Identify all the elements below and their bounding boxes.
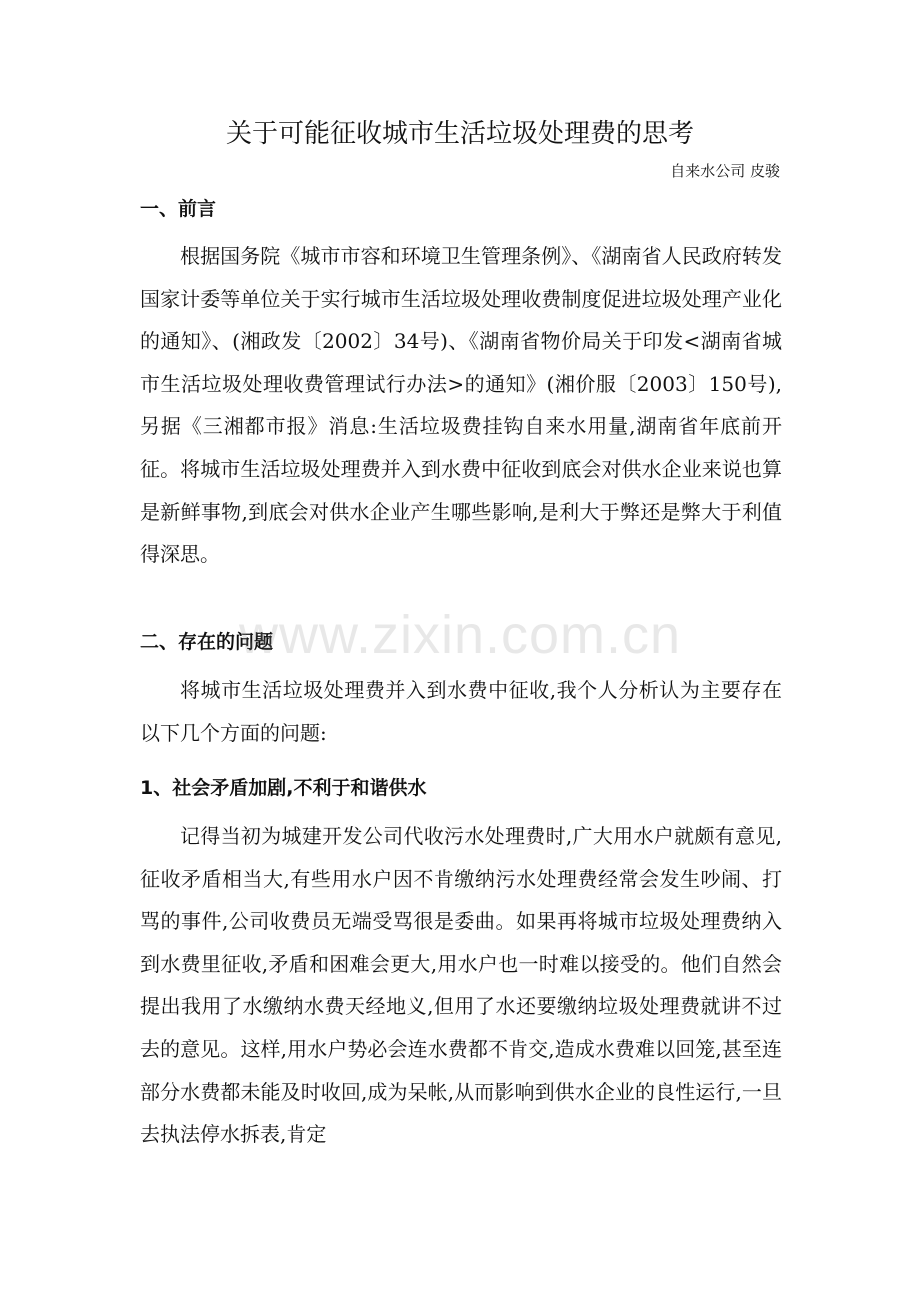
social-conflict-paragraph: 记得当初为城建开发公司代收污水处理费时,广大用水户就颇有意见,征收矛盾相当大,有些用水户因不肯缴纳污水处理费经常会发生吵闹、打骂的事件,公司收费员无端受骂很是委曲。如果再将城市垃圾处理费纳入到水费里征收,矛盾和困难会更大,用水户也一时难以接受的。他们自然会提出我用了水缴纳水费天经地义,但用了水还要缴纳垃圾处理费就讲不过去的意见。这样,用水户势必会连水费都不肯交,造成水费难以回笼,甚至连部分水费都未能及时收回,成为呆帐,从而影响到供水企业的良性运行,一旦去执法停水拆表,肯定	[140, 824, 782, 1147]
author-line: 自来水公司 皮骏	[670, 162, 780, 180]
subsection-heading-social-conflict: 1、社会矛盾加剧,不利于和谐供水	[140, 777, 427, 799]
site-watermark: www.zixin.com.cn	[238, 605, 682, 665]
preface-paragraph: 根据国务院《城市市容和环境卫生管理条例》、《湖南省人民政府转发国家计委等单位关于实行城市生活垃圾处理收费制度促进垃圾处理产业化的通知》、(湘政发〔2002〕34号)、《湖南省物价局关于印发<湖南省城市生活垃圾处理收费管理试行办法>的通知》(湘价服〔2003〕150号),另据《三湘都市报》消息:生活垃圾费挂钩自来水用量,湖南省年底前开征。将城市生活垃圾处理费并入到水费中征收到底会对供水企业来说也算是新鲜事物,到底会对供水企业产生哪些影响,是利大于弊还是弊大于利值得深思。	[140, 244, 782, 567]
section-heading-preface: 一、前言	[140, 198, 217, 220]
section-heading-problems: 二、存在的问题	[140, 631, 274, 653]
document-title: 关于可能征收城市生活垃圾处理费的思考	[225, 119, 694, 149]
problems-intro-paragraph: 将城市生活垃圾处理费并入到水费中征收,我个人分析认为主要存在以下几个方面的问题:	[140, 678, 782, 745]
